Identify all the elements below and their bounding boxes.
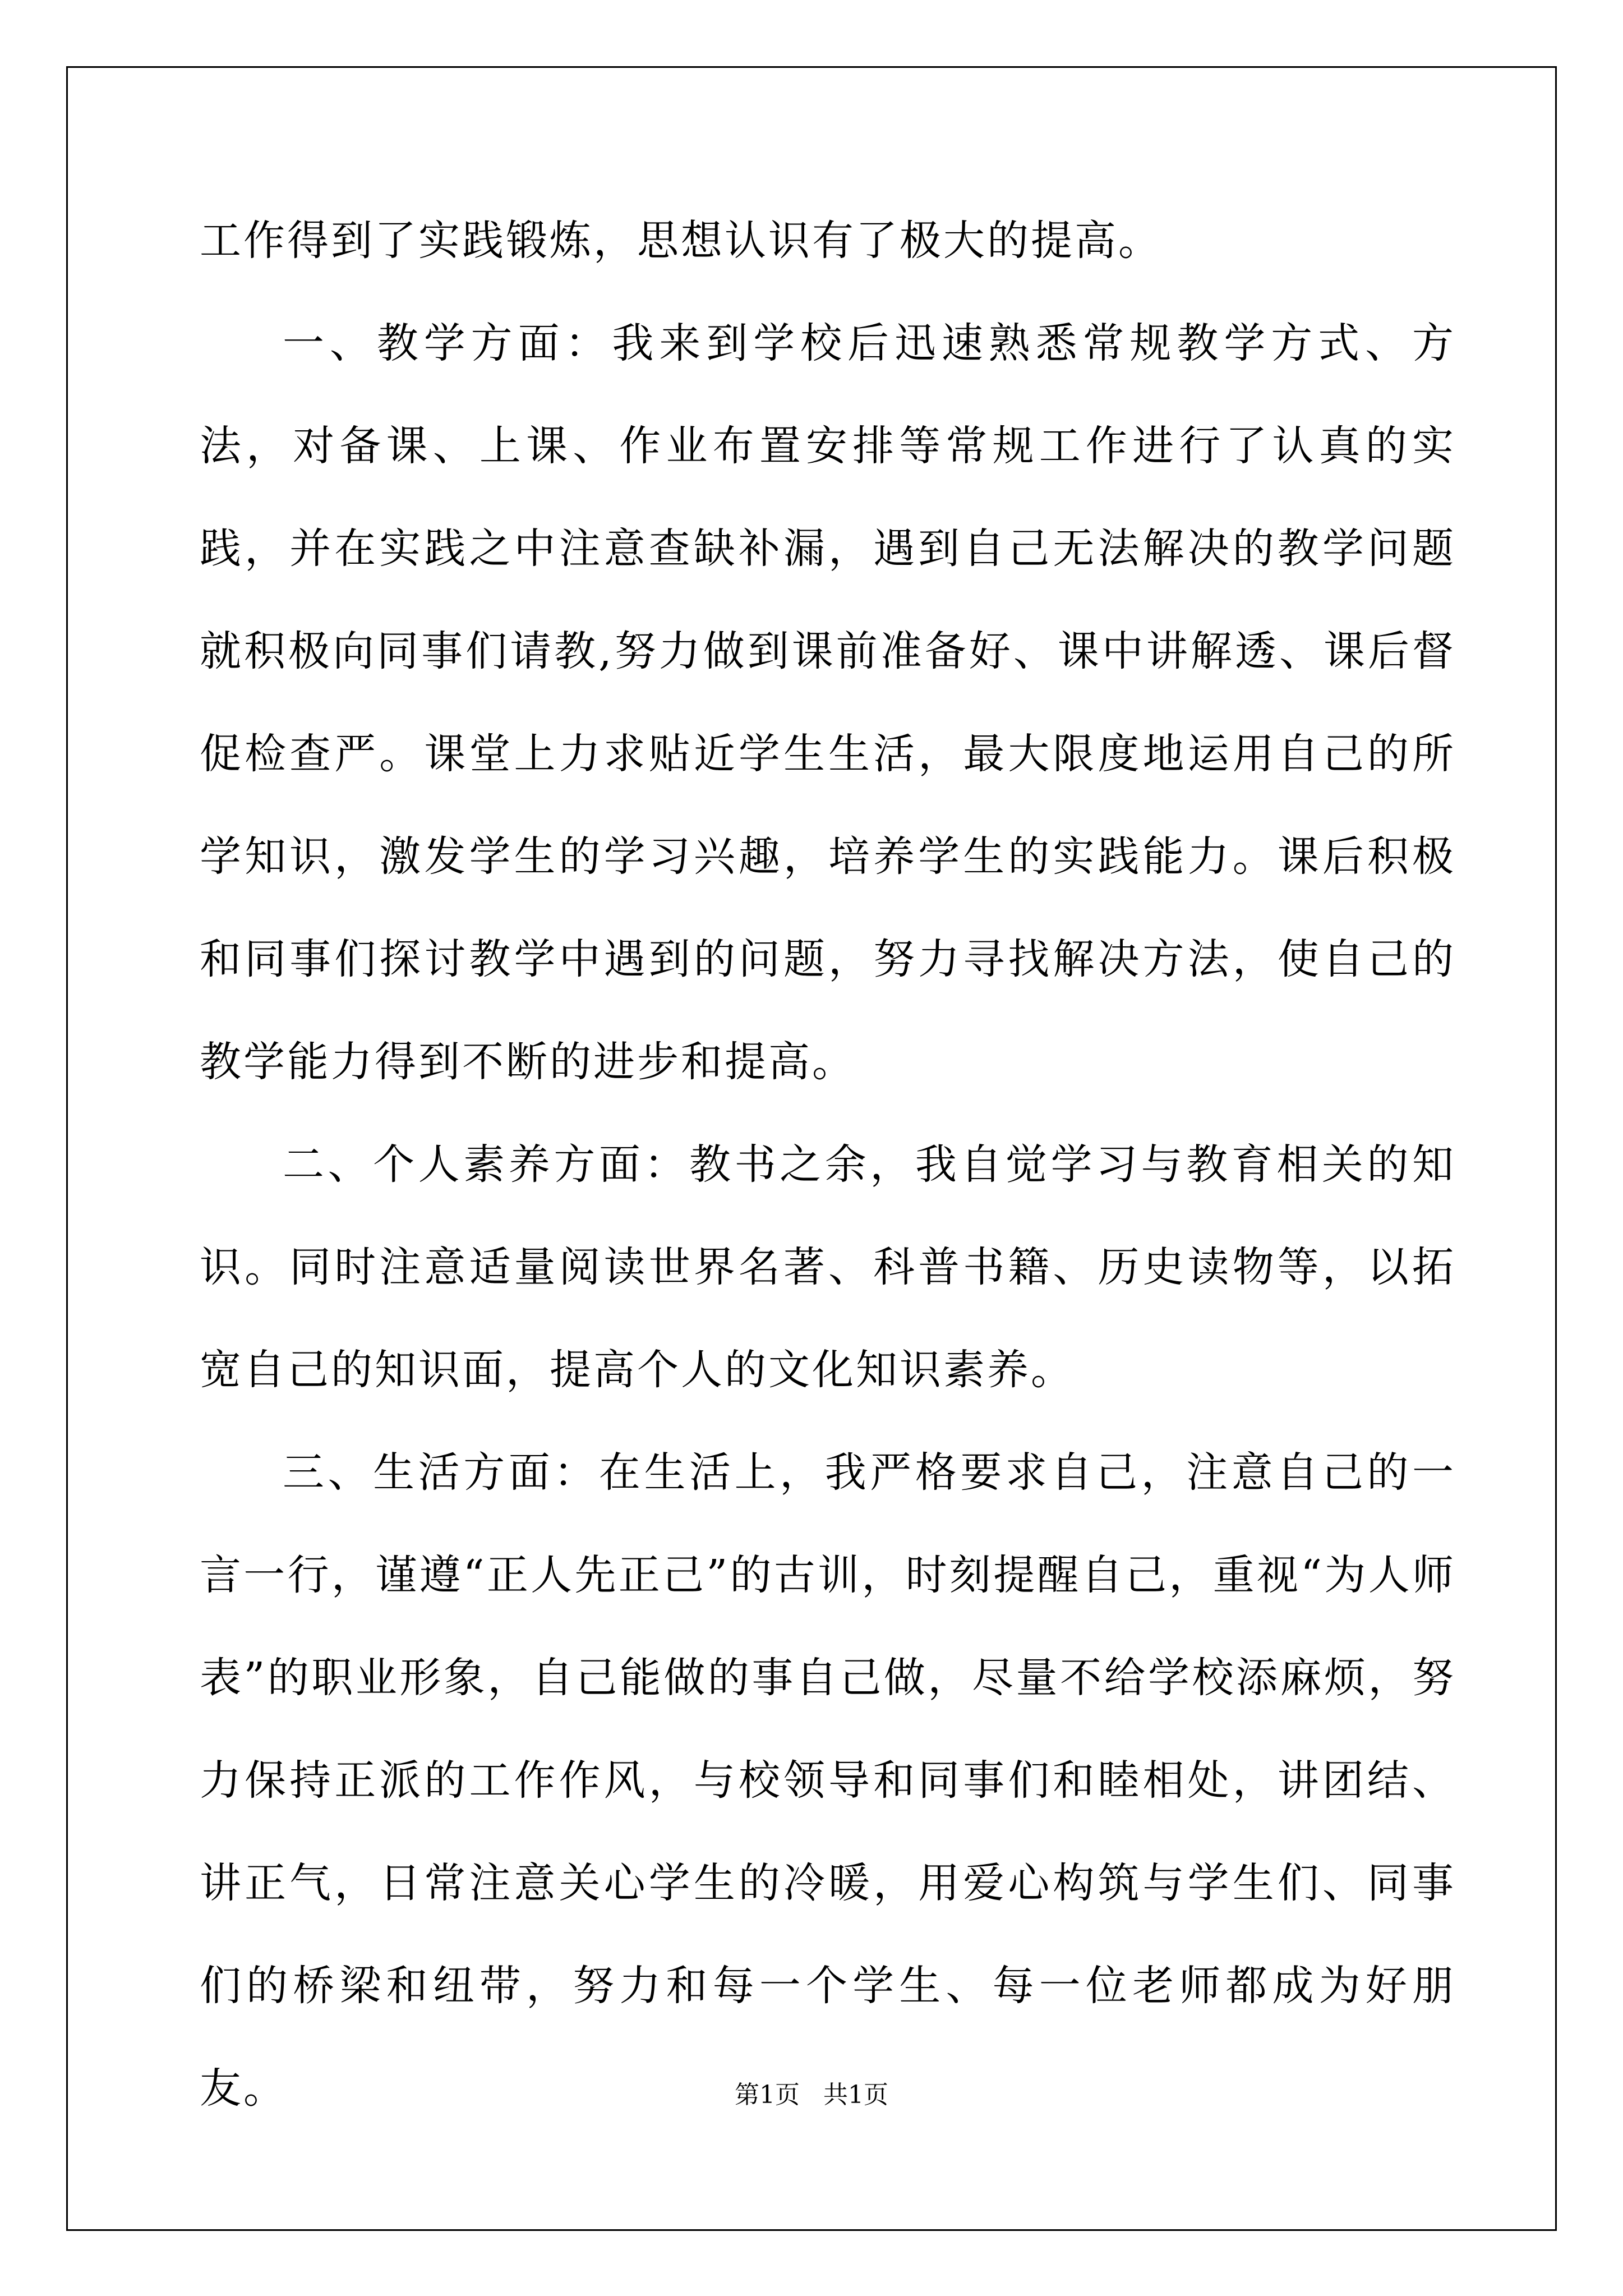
paragraph-personal-quality: 二、个人素养方面：教书之余，我自觉学习与教育相关的知识。同时注意适量阅读世界名著、科普书籍、历史读物等，以拓宽自己的知识面，提高个人的文化知识素养。 <box>200 1140 1456 1394</box>
paragraph-teaching: 一、教学方面：我来到学校后迅速熟悉常规教学方式、方法，对备课、上课、作业布置安排等常规工作进行了认真的实践，并在实践之中注意查缺补漏，遇到自己无法解决的教学问题就积极向同事们请教,努力做到课前准备好、课中讲解透、课后督促检查严。课堂上力求贴近学生生活，最大限度地运用自己的所学知识，激发学生的学习兴趣，培养学生的实践能力。课后积极和同事们探讨教学中遇到的问题，努力寻找解决方法，使自己的教学能力得到不断的进步和提高。 <box>200 319 1456 1086</box>
page-footer: 第1页 共1页 <box>735 2081 888 2109</box>
paragraph-continuation: 工作得到了实践锻炼，思想认识有了极大的提高。 <box>200 217 1162 265</box>
paragraph-life: 三、生活方面：在生活上，我严格要求自己，注意自己的一言一行，谨遵“正人先正己”的古训，时刻提醒自己，重视“为人师表”的职业形象，自己能做的事自己做，尽量不给学校添麻烦，努力保持正派的工作作风，与校领导和同事们和睦相处，讲团结、讲正气，日常注意关心学生的冷暖，用爱心构筑与学生们、同事们的桥梁和纽带，努力和每一个学生、每一位老师都成为好朋友。 <box>200 1448 1456 2113</box>
document-body <box>200 190 1456 2140</box>
